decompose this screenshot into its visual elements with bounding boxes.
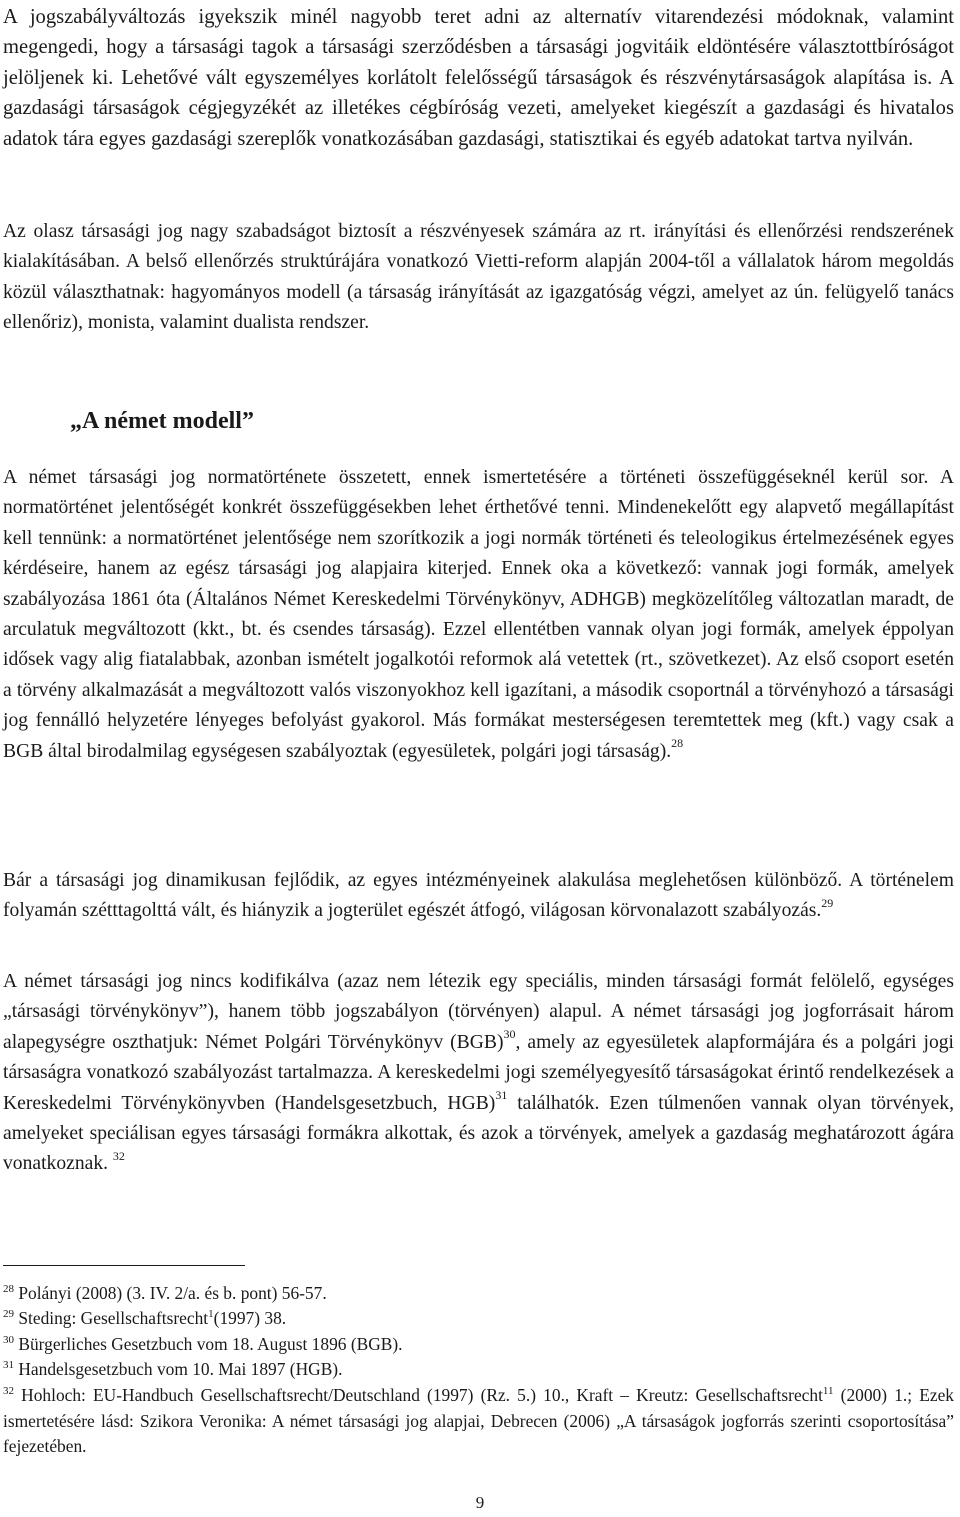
footnote-text: Polányi (2008) (3. IV. 2/a. és b. pont) 56-57. [14, 1283, 327, 1303]
footnote-31 [3, 1357, 954, 1383]
page-number: 9 [475, 1493, 485, 1512]
footnote-separator [3, 1265, 245, 1266]
paragraph-2-text: Az olasz társasági jog nagy szabadságot biztosít a részvényesek számára az rt. irányítási és ellenőrzési rendszerének kialakításában. A belső ellenőrzés struktúrájára vonatkozó Vietti-reform alapján 2004-től a vállalatok három megoldás közül választhatnak: hagyományos modell (a társaság irányítását az igazgatóság végzi, amelyet az ún. felügyelő tanács ellenőriz), monista, valamint dualista rendszer. [3, 221, 954, 334]
paragraph-1-text: A jogszabályváltozás igyekszik minél nagyobb teret adni az alternatív vitarendezési módoknak, valamint megengedi, hogy a társasági tagok a társasági szerződésben a társasági jogvitáik eldöntésére választottbíróságot jelöljenek ki. Lehetővé vált egyszemélyes korlátolt felelősségű társaságok és részvénytársaságok alapítása is. A gazdasági társaságok cégjegyzékét az illetékes cégbíróság vezeti, amelyeket kiegészít a gazdasági és hivatalos adatok tára egyes gazdasági szereplők vonatkozásában gazdasági, statisztikai és egyéb adatokat tartva nyilván. [3, 6, 954, 150]
section-heading: „A német modell” [70, 408, 254, 434]
footnote-ref-30: 30 [503, 1027, 516, 1042]
paragraph-3 [3, 463, 954, 767]
paragraph-5-text-c: találhatók. Ezen túlmenően vannak olyan törvények, amelyeket speciálisan egyes társasági formákra alkottak, és azok a törvények, amelyek a gazdaság meghatározott ágára vonatkoznak. [3, 1092, 954, 1175]
footnote-ref-28: 28 [671, 736, 684, 751]
footnote-ref-32: 32 [112, 1148, 125, 1163]
paragraph-4 [3, 866, 954, 927]
paragraph-5 [3, 967, 954, 1180]
paragraph-4-text: Bár a társasági jog dinamikusan fejlődik, az egyes intézményeinek alakulása meglehetősen különböző. A történelem folyamán szétttagolttá vált, és hiányzik a jogterület egészét átfogó, világosan körvonalazott szabályozás. [3, 870, 954, 922]
paragraph-5-text-b: , amely az egyesületek alapformájára és a polgári jogi társaságra vonatkozó szabályozást tartalmazza. A kereskedelmi jogi személyegyesítő társaságokat érintő rendelkezések a Kereskedelmi Törvénykönyvben (Handelsgesetzbuch, HGB) [3, 1031, 954, 1114]
footnote-number: 31 [3, 1359, 14, 1372]
footnote-30 [3, 1332, 954, 1358]
footnote-text-continued: (2000) 1.; Ezek ismertetésére lásd: Szikora Veronika: A német társasági jog alapjai, Debrecen (2006) „A társaságok jogforrás szerinti csoportosítása” fejezetében. [3, 1385, 954, 1456]
footnote-29 [3, 1306, 954, 1332]
edition-superscript: 11 [822, 1385, 834, 1398]
footnote-32 [3, 1383, 954, 1460]
footnote-28 [3, 1281, 954, 1307]
paragraph-2 [3, 217, 954, 339]
paragraph-5-text-a: A német társasági jog nincs kodifikálva (azaz nem létezik egy speciális, minden társasági formát felölelő, egységes „társasági törvénykönyv”), hanem több jogszabályon (törvényen) alapul. A német társasági jog jogforrásait három alapegységre oszthatjuk: Német Polgári Törvénykönyv (BGB) [3, 971, 954, 1053]
footnote-ref-31: 31 [495, 1088, 508, 1103]
footnote-ref-29: 29 [821, 895, 834, 910]
footnote-text: Bürgerliches Gesetzbuch vom 18. August 1896 (BGB). [14, 1334, 403, 1354]
paragraph-3-text: A német társasági jog normatörténete összetett, ennek ismertetésére a történeti összefüggéseknél kerül sor. A normatörténet jelentőségét konkrét összefüggésekben lehet érthetővé tenni. Mindenekelőtt egy alapvető megállapítást kell tennünk: a normatörténet jelentősége nem szorítkozik a jogi normák történeti és teleologikus értelmezésének egyes kérdéseire, hanem az egész társasági jog alapjaira kiterjed. Ennek oka a következő: vannak jogi formák, amelyek szabályozása 1861 óta (Általános Német Kereskedelmi Törvénykönyv, ADHGB) megközelítőleg változatlan maradt, de arculatuk megváltozott (kkt., bt. és csendes társaság). Ezzel ellentétben vannak olyan jogi formák, amelyek éppolyan idősek vagy alig fiatalabbak, azonban ismételt jogalkotói reformok alá vetettek (rt., szövetkezet). Az első csoport esetén a törvény alkalmazását a megváltozott valós viszonyokhoz kell igazítani, a második csoportnál a törvényhozó a társasági jog fennálló helyzetére lényeges befolyást gyakorol. Más formákat mesterségesen teremtettek meg (kft.) vagy csak a BGB által birodalmilag egységesen szabályoztak (egyesületek, polgári jogi társaság). [3, 467, 954, 762]
footnote-number: 28 [3, 1283, 14, 1296]
footnote-text: Handelsgesetzbuch vom 10. Mai 1897 (HGB). [14, 1359, 343, 1379]
footnote-number: 32 [3, 1385, 14, 1398]
edition-superscript: 1 [208, 1308, 214, 1321]
footnote-number: 29 [3, 1308, 14, 1321]
footnote-text-continued: (1997) 38. [213, 1308, 287, 1328]
paragraph-1 [3, 2, 954, 154]
footnote-number: 30 [3, 1334, 14, 1347]
footnote-text: Steding: Gesellschaftsrecht [14, 1308, 209, 1328]
footnote-text: Hohloch: EU-Handbuch Gesellschaftsrecht/Deutschland (1997) (Rz. 5.) 10., Kraft – Kreutz: Gesellschaftsrecht [14, 1385, 823, 1405]
